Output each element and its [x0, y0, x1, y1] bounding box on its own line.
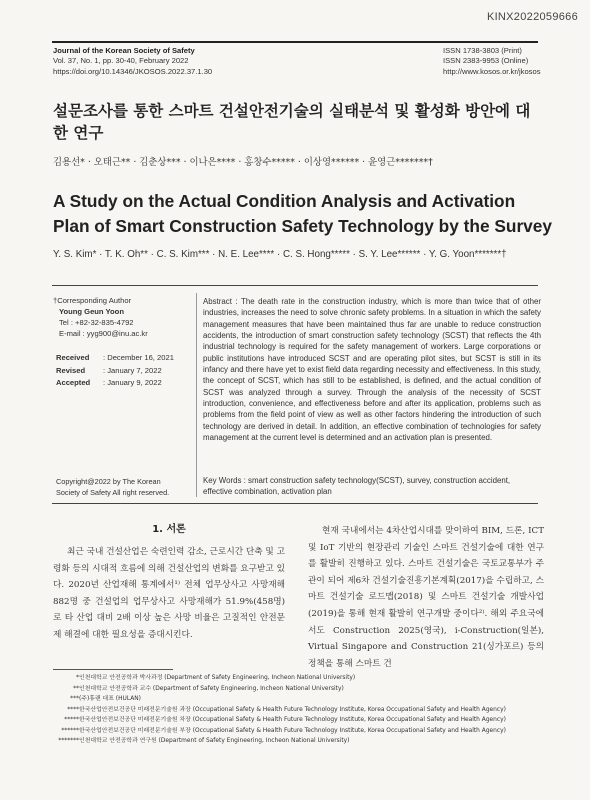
footnote-mark: *	[76, 675, 79, 681]
corresponding-author-box	[53, 295, 193, 339]
body-column-right	[308, 523, 544, 672]
header-rule	[52, 41, 538, 43]
journal-name: Journal of the Korean Society of Safety	[53, 46, 195, 55]
korean-authors: 김용선* · 오태근** · 김춘상*** · 이나은**** · 홍창수***** · 이상영****** · 윤영근*******†	[53, 157, 433, 168]
date-label: Revised	[56, 365, 86, 375]
footnote-mark: **	[73, 685, 79, 692]
footnote	[53, 694, 553, 705]
footnote-mark: *******	[58, 738, 79, 744]
issn-print: ISSN 1738-3803 (Print)	[443, 46, 522, 55]
footnote-mark: ******	[61, 727, 79, 734]
date-received	[56, 352, 174, 365]
corresponding-tel: Tel : +82-32-835-4792	[59, 318, 134, 327]
date-value: : December 16, 2021	[103, 353, 174, 362]
english-authors: Y. S. Kim* · T. K. Oh** · C. S. Kim*** · N. E. Lee**** · C. S. Hong***** · S. Y. Lee****** · Y. G. Yoon*******†	[53, 249, 507, 260]
body-paragraph: 최근 국내 건설산업은 숙련인력 감소, 근로시간 단축 및 고령화 등의 시대적 흐름에 의해 건설산업의 변화를 요구받고 있다. 2020년 산업재해 통계에서¹⁾ 전체 업무상사고 사망재해 882명 중 건설업의 업무상사고 사망재해가 51.9%(458명)로 타 산업 대비 2배 이상 높은 사망 비율은 고질적인 안전문제 해결에 대한 필요성을 증대시킨다.	[53, 547, 285, 640]
footnote-text: 한국산업안전보건공단 미래전문기술원 차장 (Occupational Safety & Health Future Technology Institute, Korea Occupational Safety and Health Agency)	[79, 717, 506, 723]
footnote	[53, 736, 553, 747]
footnote-text: 인천대학교 안전공학과 연구원 (Department of Safety Engineering, Incheon National University)	[79, 738, 350, 744]
date-accepted	[56, 377, 174, 390]
corresponding-email[interactable]: E-mail : yyg900@inu.ac.kr	[59, 329, 148, 338]
section-heading: 1. 서론	[152, 524, 186, 535]
journal-website[interactable]: http://www.kosos.or.kr/jkosos	[443, 66, 541, 76]
body-column-left	[53, 544, 285, 644]
footnote	[53, 715, 553, 726]
date-label: Accepted	[56, 378, 91, 387]
abstract: Abstract : The death rate in the construction industry, which is more than twice that of other industries, increases the need to solve chronic safety problems. In a situation in which the safety management measures that have been maintained thus far are unable to reduce construction accidents, the introduction of smart construction safety technology (SCST) that reflects the 4th industrial technology is required for the safety management of workers. Large corporations or public institutions have introduced SCST and are operating pilot sites, but SCST is still in its infancy and there have yet to exist field data regarding necessity and effectiveness. In this study, the concept of SCST, which has still to be established, is defined, and the actual condition of SCST was analyzed through a survey. Through the analysis of the necessity of SCST introduction, convenience, and effectiveness before and after its application, problems such as problems from the field point of view as well as other factors hindering the introduction of such technology are derived in detail. In addition, an effective combination of technologies for safety management at the current level is determined and an activation plan is presented.	[203, 297, 541, 443]
document-id: KINX2022059666	[486, 11, 578, 23]
footnote	[53, 673, 553, 684]
corresponding-name: Young Geun Yoon	[59, 307, 124, 316]
footnote-text: 인천대학교 안전공학과 박사과정 (Department of Safety Engineering, Incheon National University)	[79, 675, 356, 681]
issn-online: ISSN 2383-9953 (Online)	[443, 56, 529, 66]
footnote-text: 한국산업안전보건공단 미래전문기술원 과장 (Occupational Safety & Health Future Technology Institute, Korea Occupational Safety and Health Agency)	[79, 706, 506, 713]
abstract-bottom-rule	[52, 503, 538, 504]
footnote-text: (주)휴랜 대표 (HULAN)	[79, 696, 141, 702]
footnotes	[53, 673, 553, 747]
korean-title: 설문조사를 통한 스마트 건설안전기술의 실태분석 및 활성화 방안에 대한 연구	[53, 102, 531, 142]
footnote	[53, 705, 553, 716]
footnote-mark: ****	[67, 706, 79, 713]
date-value: : January 9, 2022	[103, 378, 162, 387]
english-title: A Study on the Actual Condition Analysis and Activation Plan of Smart Construction Safety Technology by the Survey	[53, 191, 553, 236]
footnote-text: 한국산업안전보건공단 미래전문기술원 부장 (Occupational Safety & Health Future Technology Institute, Korea Occupational Safety and Health Agency)	[79, 727, 506, 734]
date-value: : January 7, 2022	[103, 365, 162, 375]
body-paragraph: 현재 국내에서는 4차산업시대를 맞이하여 BIM, 드론, ICT 및 IoT 기반의 현장관리 기술인 스마트 건설기술에 대한 연구를 활발히 진행하고 있다. 스마트 건설기술은 국토교통부가 주관이 되어 제6차 건설기술진흥기본계획(2017)을 수립하고, 스마트 건설기술 로드맵(2018) 및 스마트 건설기술 개발사업(2019)을 통해 현재 활발히 연구개발 중이다²⁾. 해외 주요국에서도 Construction 2025(영국), i-Construction(일본), Virtual Singapore and Construction 21(싱가포르) 등의 정책을 통해 스마트 건	[308, 526, 544, 669]
article-dates	[56, 352, 174, 390]
journal-volume: Vol. 37, No. 1, pp. 30-40, February 2022	[53, 56, 189, 66]
footnote	[53, 684, 553, 695]
date-revised	[56, 365, 174, 378]
journal-doi[interactable]: https://doi.org/10.14346/JKOSOS.2022.37.1.30	[53, 66, 213, 76]
footnote	[53, 726, 553, 737]
issn-info	[443, 46, 553, 77]
sidebar-divider	[196, 293, 197, 497]
section-rule	[52, 285, 538, 286]
date-label: Received	[56, 353, 90, 362]
footnote-rule	[53, 669, 173, 670]
footnote-mark: ***	[70, 696, 79, 702]
copyright-notice: Copyright@2022 by The Korean Society of Safety All right reserved.	[56, 477, 170, 497]
footnote-text: 인천대학교 안전공학과 교수 (Department of Safety Engineering, Incheon National University)	[79, 685, 344, 692]
keywords: Key Words : smart construction safety technology(SCST), survey, construction accident, effective combination, activation plan	[203, 476, 511, 497]
footnote-mark: *****	[64, 717, 79, 723]
corresponding-label: †Corresponding Author	[53, 296, 132, 305]
journal-info	[53, 46, 353, 77]
